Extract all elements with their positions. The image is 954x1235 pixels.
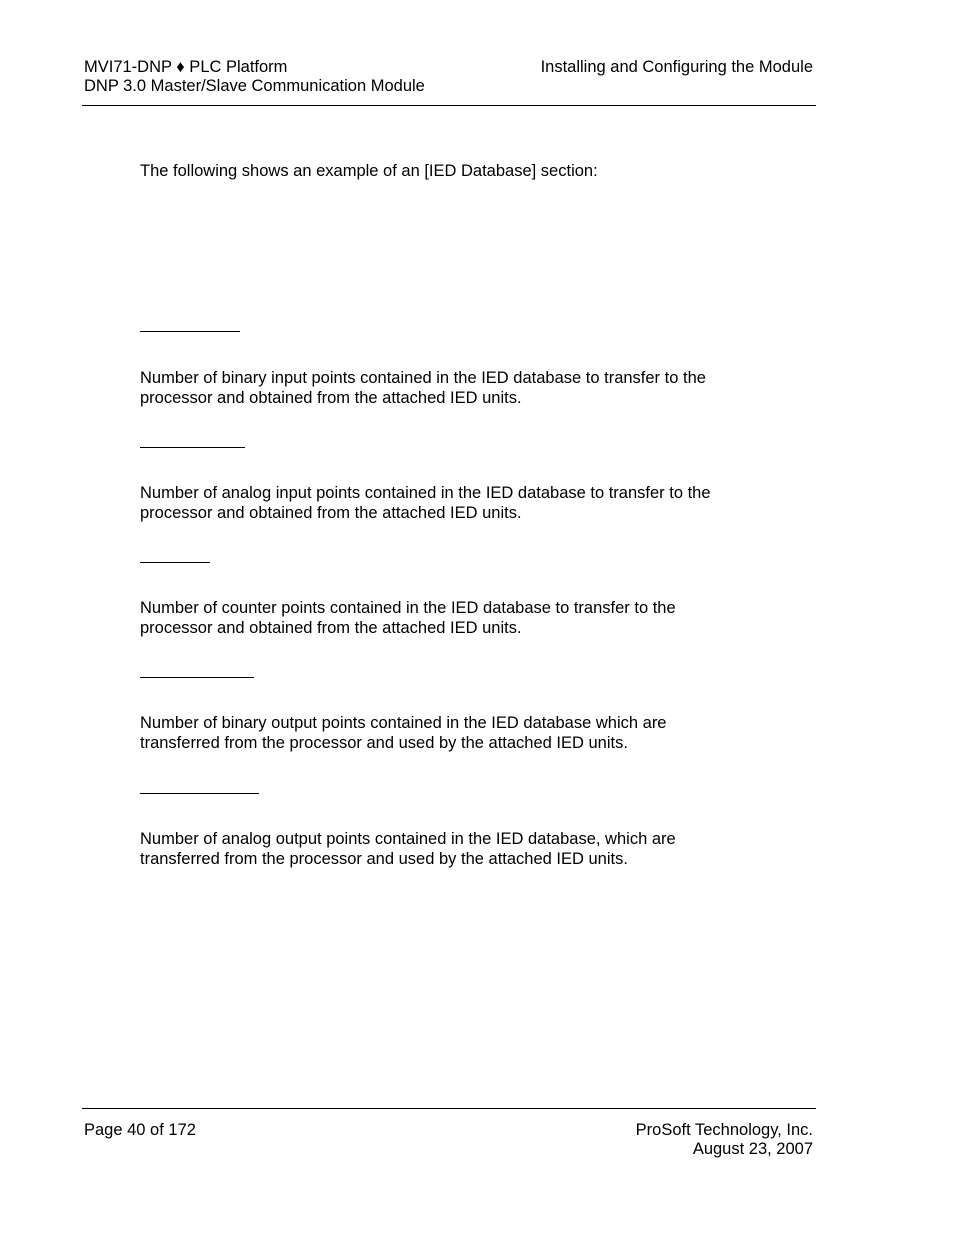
section-description bbox=[140, 713, 780, 753]
section-description bbox=[140, 598, 780, 638]
section-heading-underline bbox=[140, 677, 254, 678]
section-heading-underline bbox=[140, 562, 210, 563]
footer-divider bbox=[82, 1108, 816, 1109]
description-line: Number of binary output points contained in the IED database which are bbox=[140, 714, 667, 732]
description-line: Number of binary input points contained in the IED database to transfer to the bbox=[140, 369, 706, 387]
header-module-title: DNP 3.0 Master/Slave Communication Module bbox=[84, 77, 425, 95]
page-number: Page 40 of 172 bbox=[84, 1121, 196, 1139]
description-line: processor and obtained from the attached IED units. bbox=[140, 389, 522, 407]
description-line: transferred from the processor and used by the attached IED units. bbox=[140, 850, 628, 868]
description-line: processor and obtained from the attached IED units. bbox=[140, 504, 522, 522]
description-line: transferred from the processor and used by the attached IED units. bbox=[140, 734, 628, 752]
description-line: processor and obtained from the attached IED units. bbox=[140, 619, 522, 637]
header-chapter-title: Installing and Configuring the Module bbox=[540, 58, 813, 76]
header-divider bbox=[82, 105, 816, 106]
intro-paragraph: The following shows an example of an [IED Database] section: bbox=[140, 162, 598, 180]
description-line: Number of analog input points contained in the IED database to transfer to the bbox=[140, 484, 711, 502]
footer-date: August 23, 2007 bbox=[692, 1140, 813, 1158]
section-description bbox=[140, 368, 780, 408]
section-heading-underline bbox=[140, 447, 245, 448]
header-product-title: MVI71-DNP ♦ PLC Platform bbox=[84, 58, 288, 76]
description-line: Number of counter points contained in the IED database to transfer to the bbox=[140, 599, 676, 617]
footer-company: ProSoft Technology, Inc. bbox=[635, 1121, 813, 1139]
section-heading-underline bbox=[140, 793, 259, 794]
section-description bbox=[140, 483, 780, 523]
description-line: Number of analog output points contained in the IED database, which are bbox=[140, 830, 676, 848]
section-description bbox=[140, 829, 780, 869]
section-heading-underline bbox=[140, 331, 240, 332]
